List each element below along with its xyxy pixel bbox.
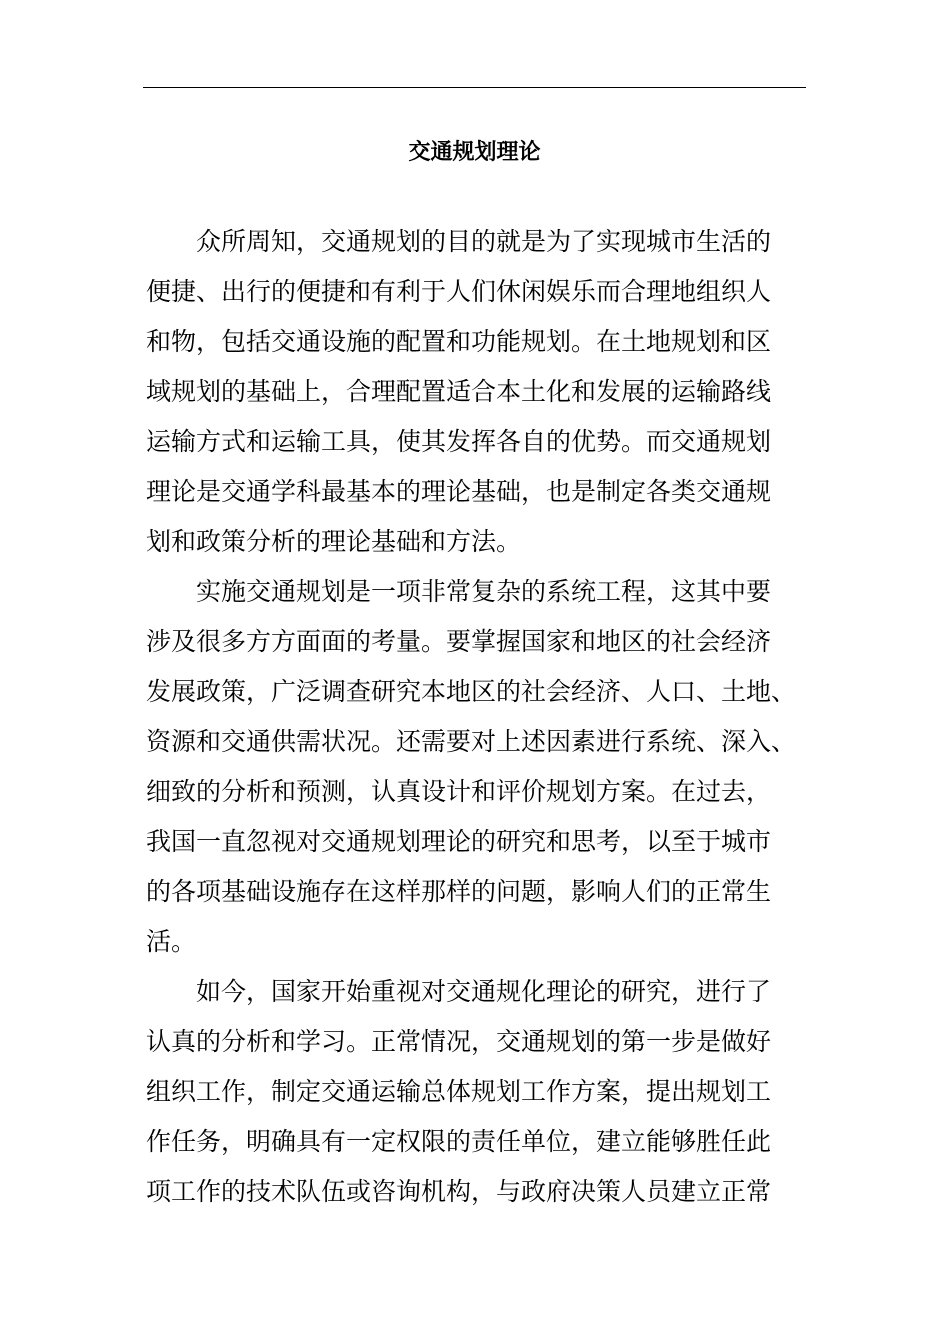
paragraph-2-line-5: 细致的分析和预测，认真设计和评价规划方案。在过去， bbox=[146, 777, 772, 806]
paragraph-3-line-3: 组织工作，制定交通运输总体规划工作方案，提出规划工 bbox=[146, 1077, 772, 1106]
paragraph-3-line-4: 作任务，明确具有一定权限的责任单位，建立能够胜任此 bbox=[146, 1127, 772, 1156]
paragraph-2-line-7: 的各项基础设施存在这样那样的问题，影响人们的正常生 bbox=[146, 877, 772, 906]
paragraph-2-line-1: 实施交通规划是一项非常复杂的系统工程，这其中要 bbox=[196, 577, 772, 606]
paragraph-1-line-7: 划和政策分析的理论基础和方法。 bbox=[146, 527, 522, 556]
paragraph-1-line-4: 域规划的基础上，合理配置适合本土化和发展的运输路线 bbox=[146, 377, 772, 406]
paragraph-1-line-6: 理论是交通学科最基本的理论基础，也是制定各类交通规 bbox=[146, 477, 772, 506]
header-rule bbox=[143, 87, 806, 88]
paragraph-2-line-3: 发展政策，广泛调查研究本地区的社会经济、人口、土地、 bbox=[146, 677, 797, 706]
paragraph-1-line-2: 便捷、出行的便捷和有利于人们休闲娱乐而合理地组织人 bbox=[146, 277, 772, 306]
paragraph-3-line-5: 项工作的技术队伍或咨询机构，与政府决策人员建立正常 bbox=[146, 1177, 772, 1206]
paragraph-2-line-4: 资源和交通供需状况。还需要对上述因素进行系统、深入、 bbox=[146, 727, 797, 756]
paragraph-3-line-1: 如今，国家开始重视对交通规化理论的研究，进行了 bbox=[196, 977, 772, 1006]
paragraph-1-line-3: 和物，包括交通设施的配置和功能规划。在土地规划和区 bbox=[146, 327, 772, 356]
paragraph-1-line-5: 运输方式和运输工具，使其发挥各自的优势。而交通规划 bbox=[146, 427, 772, 456]
paragraph-2-line-8: 活。 bbox=[146, 927, 197, 956]
paragraph-1-line-1: 众所周知，交通规划的目的就是为了实现城市生活的 bbox=[196, 227, 772, 256]
paragraph-3-line-2: 认真的分析和学习。正常情况，交通规划的第一步是做好 bbox=[146, 1027, 772, 1056]
paragraph-2-line-6: 我国一直忽视对交通规划理论的研究和思考，以至于城市 bbox=[146, 827, 772, 856]
paragraph-2-line-2: 涉及很多方方面面的考量。要掌握国家和地区的社会经济 bbox=[146, 627, 772, 656]
document-title: 交通规划理论 bbox=[408, 139, 541, 165]
